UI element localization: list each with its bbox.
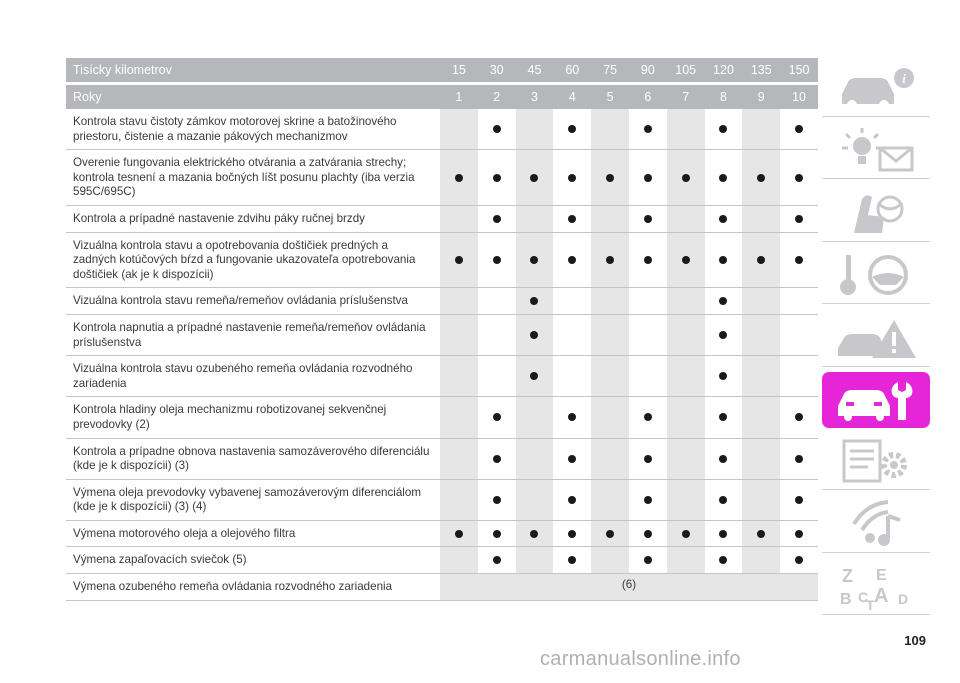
interval-cell	[742, 206, 780, 232]
interval-cell	[780, 480, 818, 520]
interval-cell	[705, 315, 743, 355]
operation-text: Kontrola a prípadne obnova nastavenia samozáverového diferenciálu (kde je k dispozícii) (3)	[73, 444, 430, 473]
interval-cell	[780, 109, 818, 149]
interval-cell	[629, 356, 667, 396]
interval-cell	[667, 521, 705, 547]
interval-cell	[591, 356, 629, 396]
chapter-tab[interactable]	[822, 122, 930, 179]
scheduled-dot	[644, 215, 652, 223]
scheduled-dot	[719, 496, 727, 504]
scheduled-dot	[493, 215, 501, 223]
scheduled-dot	[795, 530, 803, 538]
scheduled-dot	[606, 256, 614, 264]
interval-cell	[629, 206, 667, 232]
interval-cell	[516, 233, 554, 288]
interval-cell	[742, 439, 780, 479]
scheduled-dot	[568, 256, 576, 264]
year-value: 6	[644, 90, 652, 104]
interval-cell	[516, 206, 554, 232]
interval-cell	[629, 521, 667, 547]
km-value: 120	[713, 63, 734, 77]
interval-cell	[667, 480, 705, 520]
table-row	[66, 480, 818, 521]
interval-cell	[553, 233, 591, 288]
scheduled-dot	[719, 413, 727, 421]
interval-cell	[440, 109, 478, 149]
table-row	[66, 521, 818, 548]
interval-cell	[440, 206, 478, 232]
scheduled-dot	[719, 455, 727, 463]
interval-cell	[742, 547, 780, 573]
interval-cell	[780, 397, 818, 437]
interval-cell	[591, 233, 629, 288]
interval-cell	[478, 109, 516, 149]
scheduled-dot	[493, 530, 501, 538]
scheduled-dot	[719, 174, 727, 182]
warning-light-message-icon	[832, 126, 920, 174]
scheduled-dot	[719, 297, 727, 305]
interval-cell	[591, 547, 629, 573]
interval-cell	[440, 439, 478, 479]
scheduled-dot	[530, 174, 538, 182]
interval-cell	[780, 356, 818, 396]
scheduled-dot	[568, 413, 576, 421]
operation-text: Kontrola hladiny oleja mechanizmu robotizovanej sekvenčnej prevodovky (2)	[73, 403, 387, 431]
interval-cell	[780, 233, 818, 288]
scheduled-dot	[644, 256, 652, 264]
interval-cell	[705, 521, 743, 547]
scheduled-dot	[568, 530, 576, 538]
interval-cell	[742, 233, 780, 288]
interval-cell	[742, 288, 780, 314]
km-value: 15	[451, 63, 466, 77]
table-row	[66, 288, 818, 315]
interval-cell	[780, 547, 818, 573]
interval-cell	[629, 480, 667, 520]
km-value: 150	[788, 63, 810, 77]
chapter-tab[interactable]	[822, 60, 930, 117]
interval-cell	[440, 150, 478, 205]
scheduled-dot	[757, 174, 765, 182]
watermark: carmanualsonline.info	[540, 648, 741, 670]
table-row	[66, 109, 818, 150]
scheduled-dot	[530, 530, 538, 538]
interval-cell	[516, 109, 554, 149]
technical-data-gear-icon	[832, 437, 920, 485]
interval-cell	[780, 150, 818, 205]
chapter-tab[interactable]	[822, 496, 930, 553]
interval-cell	[553, 206, 591, 232]
scheduled-dot	[606, 530, 614, 538]
interval-cell	[705, 109, 743, 149]
table-row	[66, 547, 818, 574]
interval-cell	[553, 150, 591, 205]
year-value: 1	[455, 90, 463, 104]
svg-text:E: E	[876, 567, 887, 585]
scheduled-dot	[530, 372, 538, 380]
scheduled-dot	[719, 256, 727, 264]
interval-cell	[667, 315, 705, 355]
scheduled-dot	[644, 556, 652, 564]
operation-text: Výmena zapaľovacích sviečok (5)	[73, 553, 247, 567]
svg-text:A: A	[874, 585, 889, 608]
interval-cell	[478, 206, 516, 232]
table-row	[66, 356, 818, 397]
scheduled-dot	[719, 530, 727, 538]
year-value: 9	[757, 90, 765, 104]
scheduled-dot	[530, 297, 538, 305]
scheduled-dot	[530, 331, 538, 339]
alphabetical-index-icon	[832, 562, 920, 610]
table-row	[66, 150, 818, 206]
interval-cell	[667, 206, 705, 232]
operation-text: Kontrola a prípadné nastavenie zdvihu páky ručnej brzdy	[73, 211, 365, 225]
interval-cell	[705, 288, 743, 314]
chapter-sidebar	[822, 60, 930, 621]
car-crash-warning-icon	[832, 314, 920, 362]
year-value: 8	[720, 90, 727, 104]
interval-cell	[705, 480, 743, 520]
interval-cell	[440, 233, 478, 288]
interval-cell	[516, 480, 554, 520]
table-row	[66, 439, 818, 480]
interval-cell	[780, 206, 818, 232]
interval-cell	[705, 233, 743, 288]
scheduled-dot	[757, 256, 765, 264]
interval-cell	[478, 150, 516, 205]
chapter-tab[interactable]	[822, 310, 930, 367]
interval-cell	[553, 521, 591, 547]
operation-text: Vizuálna kontrola stavu a opotrebovania doštičiek predných a zadných kotúčových bŕzd a fungovanie ukazovateľa opotrebovania doštičiek (ak je k dispozícii)	[73, 238, 416, 281]
operation-text: Výmena ozubeného remeňa ovládania rozvodného zariadenia	[73, 580, 393, 594]
interval-cell	[629, 288, 667, 314]
interval-cell	[629, 233, 667, 288]
interval-cell	[705, 547, 743, 573]
interval-cell	[478, 356, 516, 396]
scheduled-dot	[568, 496, 576, 504]
scheduled-dot	[795, 174, 803, 182]
scheduled-dot	[568, 125, 576, 133]
table-row	[66, 574, 818, 601]
interval-cell	[553, 439, 591, 479]
scheduled-dot	[682, 256, 690, 264]
km-header-label: Tisícky kilometrov	[73, 63, 172, 77]
interval-cell	[667, 233, 705, 288]
car-info-icon	[832, 64, 920, 112]
scheduled-dot	[530, 256, 538, 264]
scheduled-dot	[795, 556, 803, 564]
operation-text: Výmena oleja prevodovky vybavenej samozáverovým diferenciálom (kde je k dispozícii) (3) (4)	[73, 485, 421, 514]
scheduled-dot	[606, 174, 614, 182]
svg-text:T: T	[866, 597, 875, 611]
interval-cell	[629, 109, 667, 149]
scheduled-dot	[719, 125, 727, 133]
interval-cell	[629, 315, 667, 355]
maintenance-table	[66, 58, 818, 601]
scheduled-dot	[568, 556, 576, 564]
interval-cell	[591, 397, 629, 437]
scheduled-dot	[757, 530, 765, 538]
interval-cell	[440, 315, 478, 355]
scheduled-dot	[719, 215, 727, 223]
header-row-km	[66, 58, 818, 82]
scheduled-dot	[795, 455, 803, 463]
interval-cell	[667, 439, 705, 479]
scheduled-dot	[493, 496, 501, 504]
interval-cell	[553, 356, 591, 396]
km-value: 45	[527, 63, 542, 77]
seat-airbag-icon	[832, 189, 920, 237]
interval-cell	[516, 547, 554, 573]
scheduled-dot	[682, 530, 690, 538]
scheduled-dot	[795, 496, 803, 504]
scheduled-dot	[719, 372, 727, 380]
scheduled-dot	[795, 413, 803, 421]
interval-cell	[553, 109, 591, 149]
svg-text:D: D	[898, 591, 909, 608]
table-row	[66, 206, 818, 233]
interval-cell	[667, 288, 705, 314]
year-value: 4	[568, 90, 576, 104]
year-value: 2	[493, 90, 501, 104]
interval-cell	[667, 356, 705, 396]
interval-cell	[667, 397, 705, 437]
interval-cell	[516, 439, 554, 479]
interval-cell	[478, 547, 516, 573]
scheduled-dot	[493, 413, 501, 421]
scheduled-dot	[493, 556, 501, 564]
scheduled-dot	[493, 256, 501, 264]
chapter-tab[interactable]	[822, 372, 930, 428]
scheduled-dot	[644, 413, 652, 421]
interval-cell	[591, 521, 629, 547]
page-number: 109	[904, 633, 926, 648]
table-body	[66, 109, 818, 601]
interval-cell	[440, 480, 478, 520]
scheduled-dot	[568, 174, 576, 182]
interval-cell	[553, 288, 591, 314]
interval-cell	[742, 109, 780, 149]
chapter-tab[interactable]	[822, 185, 930, 242]
km-value: 135	[750, 63, 772, 77]
table-row	[66, 233, 818, 289]
svg-text:B: B	[840, 591, 852, 609]
interval-cell	[591, 288, 629, 314]
interval-cell	[705, 439, 743, 479]
interval-cell	[516, 356, 554, 396]
interval-cell	[440, 521, 478, 547]
interval-cell	[629, 150, 667, 205]
year-value: 3	[531, 90, 538, 104]
table-row	[66, 397, 818, 438]
key-steering-wheel-icon	[832, 251, 920, 299]
scheduled-dot	[493, 125, 501, 133]
km-value: 75	[603, 63, 618, 77]
km-value: 30	[489, 63, 504, 77]
interval-cell	[742, 397, 780, 437]
interval-cell	[780, 521, 818, 547]
interval-cell	[516, 288, 554, 314]
interval-cell	[478, 480, 516, 520]
km-value: 105	[675, 63, 697, 77]
svg-text:Z: Z	[842, 566, 853, 587]
scheduled-dot	[719, 331, 727, 339]
interval-cell	[591, 206, 629, 232]
interval-note-cell	[440, 574, 818, 600]
km-value: 60	[565, 63, 580, 77]
chapter-tab[interactable]	[822, 433, 930, 490]
interval-cell	[780, 288, 818, 314]
scheduled-dot	[795, 125, 803, 133]
interval-cell	[780, 439, 818, 479]
multimedia-music-icon	[832, 500, 920, 548]
interval-cell	[629, 547, 667, 573]
interval-cell	[742, 521, 780, 547]
years-header-label: Roky	[73, 90, 102, 104]
interval-cell	[478, 233, 516, 288]
year-value: 5	[606, 90, 614, 104]
interval-cell	[516, 315, 554, 355]
year-value: 7	[682, 90, 690, 104]
operation-text: Kontrola stavu čistoty zámkov motorovej skrine a batožinového priestoru, čistenie a mazanie pákových mechanizmov	[73, 115, 397, 143]
interval-cell	[742, 356, 780, 396]
operation-text: Vizuálna kontrola stavu remeňa/remeňov ovládania príslušenstva	[73, 294, 408, 308]
operation-text: Overenie fungovania elektrického otvárania a zatvárania strechy; kontrola tesnení a mazania bočných líšt posunu plachty (iba verzia 595C/695C)	[73, 156, 415, 199]
interval-cell	[705, 150, 743, 205]
table-row	[66, 315, 818, 356]
interval-cell	[440, 397, 478, 437]
interval-cell	[591, 109, 629, 149]
interval-cell	[440, 356, 478, 396]
interval-cell	[667, 109, 705, 149]
scheduled-dot	[455, 530, 463, 538]
interval-cell	[553, 547, 591, 573]
scheduled-dot	[719, 556, 727, 564]
interval-note: (6)	[621, 578, 637, 592]
interval-cell	[591, 315, 629, 355]
operation-text: Kontrola napnutia a prípadné nastavenie remeňa/remeňov ovládania príslušenstva	[73, 320, 426, 349]
interval-cell	[705, 356, 743, 396]
interval-cell	[440, 547, 478, 573]
scheduled-dot	[795, 256, 803, 264]
interval-cell	[667, 150, 705, 205]
interval-cell	[440, 288, 478, 314]
interval-cell	[667, 547, 705, 573]
interval-cell	[516, 521, 554, 547]
scheduled-dot	[795, 215, 803, 223]
interval-cell	[705, 397, 743, 437]
scheduled-dot	[644, 530, 652, 538]
interval-cell	[553, 480, 591, 520]
interval-cell	[742, 480, 780, 520]
scheduled-dot	[568, 215, 576, 223]
interval-cell	[591, 439, 629, 479]
interval-cell	[553, 315, 591, 355]
chapter-tab[interactable]	[822, 247, 930, 304]
interval-cell	[742, 315, 780, 355]
interval-cell	[478, 397, 516, 437]
km-value: 90	[640, 63, 655, 77]
scheduled-dot	[644, 455, 652, 463]
interval-cell	[780, 315, 818, 355]
interval-cell	[478, 288, 516, 314]
year-value: 10	[792, 90, 807, 104]
interval-cell	[705, 206, 743, 232]
interval-cell	[516, 150, 554, 205]
interval-cell	[478, 521, 516, 547]
interval-cell	[478, 315, 516, 355]
scheduled-dot	[455, 174, 463, 182]
scheduled-dot	[644, 125, 652, 133]
svg-text:i: i	[902, 71, 906, 86]
interval-cell	[629, 439, 667, 479]
scheduled-dot	[455, 256, 463, 264]
interval-cell	[478, 439, 516, 479]
interval-cell	[591, 150, 629, 205]
scheduled-dot	[682, 174, 690, 182]
scheduled-dot	[493, 455, 501, 463]
svg-text:C: C	[858, 589, 869, 606]
chapter-tab[interactable]	[822, 558, 930, 615]
scheduled-dot	[568, 455, 576, 463]
operation-text: Vizuálna kontrola stavu ozubeného remeňa ovládania rozvodného zariadenia	[73, 362, 413, 390]
interval-cell	[516, 397, 554, 437]
interval-cell	[629, 397, 667, 437]
scheduled-dot	[644, 174, 652, 182]
interval-cell	[553, 397, 591, 437]
scheduled-dot	[493, 174, 501, 182]
interval-cell	[591, 480, 629, 520]
interval-cell	[742, 150, 780, 205]
operation-text: Výmena motorového oleja a olejového filtra	[73, 526, 296, 540]
header-row-years	[66, 85, 818, 109]
scheduled-dot	[644, 496, 652, 504]
car-wrench-maintenance-icon	[832, 376, 920, 424]
